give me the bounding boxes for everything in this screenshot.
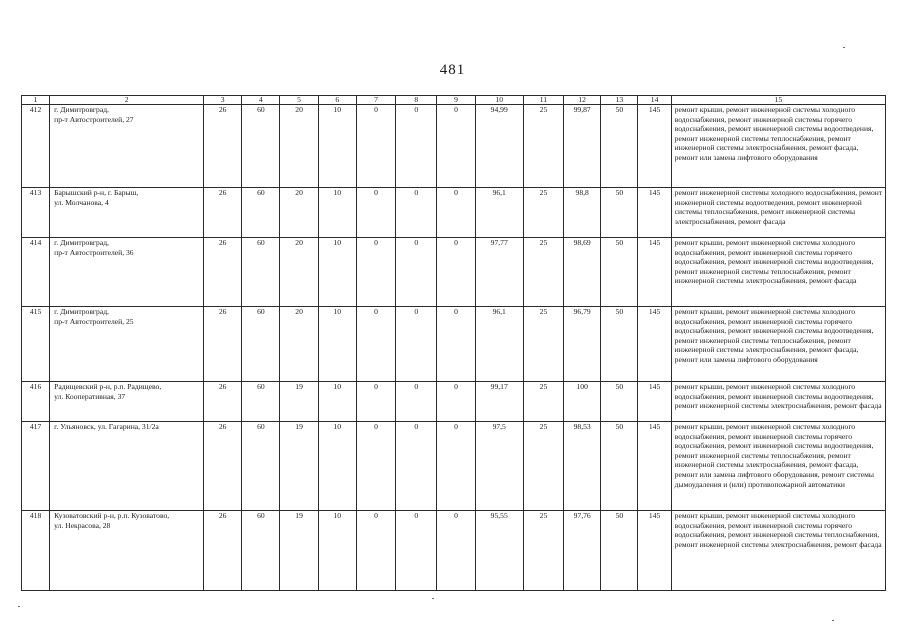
col-6-value: 10 bbox=[318, 511, 356, 591]
col-3-value: 26 bbox=[204, 422, 242, 511]
col-14-value: 145 bbox=[638, 105, 671, 188]
col-4-value: 60 bbox=[242, 382, 280, 422]
scan-speck bbox=[18, 606, 20, 607]
col-14-value: 145 bbox=[638, 307, 671, 382]
col-13-value: 50 bbox=[601, 238, 638, 307]
col-3-value: 26 bbox=[204, 382, 242, 422]
col-12-value: 100 bbox=[564, 382, 601, 422]
repair-works: ремонт крыши, ремонт инженерной системы холодного водоснабжения, ремонт инженерной системы горячего водоснабжения, ремонт инженерной системы теплоснабжения, ремонт инженерной системы электроснабжения, ремонт фасада bbox=[671, 511, 885, 591]
col-5-value: 19 bbox=[280, 382, 318, 422]
page-number: 481 bbox=[439, 62, 466, 78]
table-row bbox=[22, 511, 886, 591]
col-11-value: 25 bbox=[523, 511, 563, 591]
address-line: г. Димитровград, bbox=[54, 105, 109, 114]
repair-works: ремонт крыши, ремонт инженерной системы холодного водоснабжения, ремонт инженерной системы горячего водоснабжения, ремонт инженерной системы водоотведения, ремонт инженерной системы теплоснабжения, ремонт инженерной системы электроснабжения, ремонт фасада, ремонт или замена лифтового оборудования, ремонт системы дымоудаления и (или) противопожарной автоматики bbox=[671, 422, 885, 511]
table-row bbox=[22, 382, 886, 422]
table-row bbox=[22, 188, 886, 238]
col-10-value: 97,5 bbox=[475, 422, 523, 511]
col-3-value: 26 bbox=[204, 307, 242, 382]
address bbox=[50, 422, 204, 511]
address bbox=[50, 105, 204, 188]
column-header: 9 bbox=[437, 96, 475, 105]
table-row bbox=[22, 422, 886, 511]
row-number: 416 bbox=[22, 382, 50, 422]
column-header: 15 bbox=[671, 96, 885, 105]
address-line: г. Ульяновск, ул. Гагарина, 31/2а bbox=[54, 422, 159, 431]
col-3-value: 26 bbox=[204, 511, 242, 591]
address bbox=[50, 511, 204, 591]
col-4-value: 60 bbox=[242, 422, 280, 511]
row-number: 415 bbox=[22, 307, 50, 382]
address bbox=[50, 188, 204, 238]
col-12-value: 98,8 bbox=[564, 188, 601, 238]
col-4-value: 60 bbox=[242, 307, 280, 382]
col-13-value: 50 bbox=[601, 422, 638, 511]
scan-speck bbox=[832, 620, 834, 621]
col-9-value: 0 bbox=[437, 188, 475, 238]
col-7-value: 0 bbox=[356, 511, 395, 591]
col-7-value: 0 bbox=[356, 422, 395, 511]
address-line: пр-т Автостроителей, 36 bbox=[54, 247, 134, 257]
address-line: ул. Кооперативная, 37 bbox=[54, 391, 126, 401]
col-10-value: 94,99 bbox=[475, 105, 523, 188]
col-5-value: 19 bbox=[280, 511, 318, 591]
col-7-value: 0 bbox=[356, 307, 395, 382]
column-header: 7 bbox=[356, 96, 395, 105]
table-row bbox=[22, 307, 886, 382]
col-10-value: 95,55 bbox=[475, 511, 523, 591]
col-11-value: 25 bbox=[523, 105, 563, 188]
col-6-value: 10 bbox=[318, 382, 356, 422]
col-10-value: 96,1 bbox=[475, 188, 523, 238]
col-11-value: 25 bbox=[523, 307, 563, 382]
col-12-value: 99,87 bbox=[564, 105, 601, 188]
address-line: ул. Некрасова, 28 bbox=[54, 520, 111, 530]
col-6-value: 10 bbox=[318, 307, 356, 382]
row-number: 413 bbox=[22, 188, 50, 238]
column-header: 8 bbox=[396, 96, 437, 105]
col-9-value: 0 bbox=[437, 511, 475, 591]
col-10-value: 99,17 bbox=[475, 382, 523, 422]
col-10-value: 97,77 bbox=[475, 238, 523, 307]
repair-works: ремонт инженерной системы холодного водоснабжения, ремонт инженерной системы водоотведения, ремонт инженерной системы теплоснабжения, ремонт инженерной системы электроснабжения, ремонт фасада bbox=[671, 188, 885, 238]
row-number: 417 bbox=[22, 422, 50, 511]
column-header: 1 bbox=[22, 96, 50, 105]
col-11-value: 25 bbox=[523, 238, 563, 307]
col-11-value: 25 bbox=[523, 188, 563, 238]
repair-works: ремонт крыши, ремонт инженерной системы холодного водоснабжения, ремонт инженерной системы горячего водоснабжения, ремонт инженерной системы водоотведения, ремонт инженерной системы теплоснабжения, ремонт инженерной системы электроснабжения, ремонт фасада bbox=[671, 238, 885, 307]
address-line: г. Димитровград, bbox=[54, 238, 109, 247]
col-7-value: 0 bbox=[356, 188, 395, 238]
col-14-value: 145 bbox=[638, 511, 671, 591]
col-4-value: 60 bbox=[242, 188, 280, 238]
col-4-value: 60 bbox=[242, 238, 280, 307]
col-9-value: 0 bbox=[437, 105, 475, 188]
col-8-value: 0 bbox=[396, 382, 437, 422]
col-9-value: 0 bbox=[437, 422, 475, 511]
col-13-value: 50 bbox=[601, 307, 638, 382]
col-3-value: 26 bbox=[204, 188, 242, 238]
col-3-value: 26 bbox=[204, 105, 242, 188]
col-14-value: 145 bbox=[638, 238, 671, 307]
address bbox=[50, 382, 204, 422]
col-5-value: 20 bbox=[280, 105, 318, 188]
address-line: пр-т Автостроителей, 27 bbox=[54, 114, 134, 124]
row-number: 414 bbox=[22, 238, 50, 307]
column-header: 3 bbox=[204, 96, 242, 105]
col-9-value: 0 bbox=[437, 382, 475, 422]
col-5-value: 20 bbox=[280, 188, 318, 238]
col-8-value: 0 bbox=[396, 307, 437, 382]
address bbox=[50, 238, 204, 307]
col-8-value: 0 bbox=[396, 105, 437, 188]
column-number-row bbox=[22, 96, 886, 105]
col-4-value: 60 bbox=[242, 105, 280, 188]
table-row bbox=[22, 238, 886, 307]
col-9-value: 0 bbox=[437, 238, 475, 307]
address-line: г. Димитровград, bbox=[54, 307, 109, 316]
col-13-value: 50 bbox=[601, 188, 638, 238]
col-8-value: 0 bbox=[396, 422, 437, 511]
col-12-value: 96,79 bbox=[564, 307, 601, 382]
scan-speck bbox=[843, 47, 845, 48]
col-11-value: 25 bbox=[523, 382, 563, 422]
column-header: 11 bbox=[523, 96, 563, 105]
column-header: 13 bbox=[601, 96, 638, 105]
col-13-value: 50 bbox=[601, 382, 638, 422]
col-12-value: 98,69 bbox=[564, 238, 601, 307]
col-5-value: 19 bbox=[280, 422, 318, 511]
col-6-value: 10 bbox=[318, 238, 356, 307]
repair-works: ремонт крыши, ремонт инженерной системы холодного водоснабжения, ремонт инженерной системы горячего водоснабжения, ремонт инженерной системы водоотведения, ремонт инженерной системы теплоснабжения, ремонт инженерной системы электроснабжения, ремонт фасада, ремонт или замена лифтового оборудования bbox=[671, 307, 885, 382]
col-9-value: 0 bbox=[437, 307, 475, 382]
col-6-value: 10 bbox=[318, 422, 356, 511]
address-line: Кузоватовский р-н, р.п. Кузоватово, bbox=[54, 511, 170, 520]
col-14-value: 145 bbox=[638, 382, 671, 422]
column-header: 2 bbox=[50, 96, 204, 105]
col-7-value: 0 bbox=[356, 238, 395, 307]
address-line: Радищевский р-н, р.п. Радищево, bbox=[54, 382, 162, 391]
repair-program-table bbox=[21, 95, 886, 591]
row-number: 412 bbox=[22, 105, 50, 188]
col-4-value: 60 bbox=[242, 511, 280, 591]
column-header: 10 bbox=[475, 96, 523, 105]
col-8-value: 0 bbox=[396, 511, 437, 591]
col-7-value: 0 bbox=[356, 105, 395, 188]
col-5-value: 20 bbox=[280, 238, 318, 307]
col-14-value: 145 bbox=[638, 422, 671, 511]
col-5-value: 20 bbox=[280, 307, 318, 382]
col-6-value: 10 bbox=[318, 105, 356, 188]
col-8-value: 0 bbox=[396, 238, 437, 307]
repair-works: ремонт крыши, ремонт инженерной системы холодного водоснабжения, ремонт инженерной системы водоотведения, ремонт инженерной системы электроснабжения, ремонт фасада bbox=[671, 382, 885, 422]
col-10-value: 96,1 bbox=[475, 307, 523, 382]
col-14-value: 145 bbox=[638, 188, 671, 238]
scan-speck bbox=[432, 598, 434, 599]
col-7-value: 0 bbox=[356, 382, 395, 422]
address-line: пр-т Автостроителей, 25 bbox=[54, 316, 134, 326]
col-13-value: 50 bbox=[601, 511, 638, 591]
col-12-value: 97,76 bbox=[564, 511, 601, 591]
address bbox=[50, 307, 204, 382]
col-8-value: 0 bbox=[396, 188, 437, 238]
column-header: 5 bbox=[280, 96, 318, 105]
table-row bbox=[22, 105, 886, 188]
address-line: ул. Молчанова, 4 bbox=[54, 197, 109, 207]
row-number: 418 bbox=[22, 511, 50, 591]
repair-works: ремонт крыши, ремонт инженерной системы холодного водоснабжения, ремонт инженерной системы горячего водоснабжения, ремонт инженерной системы водоотведения, ремонт инженерной системы теплоснабжения, ремонт инженерной системы электроснабжения, ремонт фасада, ремонт или замена лифтового оборудования bbox=[671, 105, 885, 188]
column-header: 6 bbox=[318, 96, 356, 105]
column-header: 14 bbox=[638, 96, 671, 105]
col-13-value: 50 bbox=[601, 105, 638, 188]
col-12-value: 98,53 bbox=[564, 422, 601, 511]
col-6-value: 10 bbox=[318, 188, 356, 238]
col-3-value: 26 bbox=[204, 238, 242, 307]
column-header: 4 bbox=[242, 96, 280, 105]
col-11-value: 25 bbox=[523, 422, 563, 511]
column-header: 12 bbox=[564, 96, 601, 105]
address-line: Барышский р-н, г. Барыш, bbox=[54, 188, 139, 197]
